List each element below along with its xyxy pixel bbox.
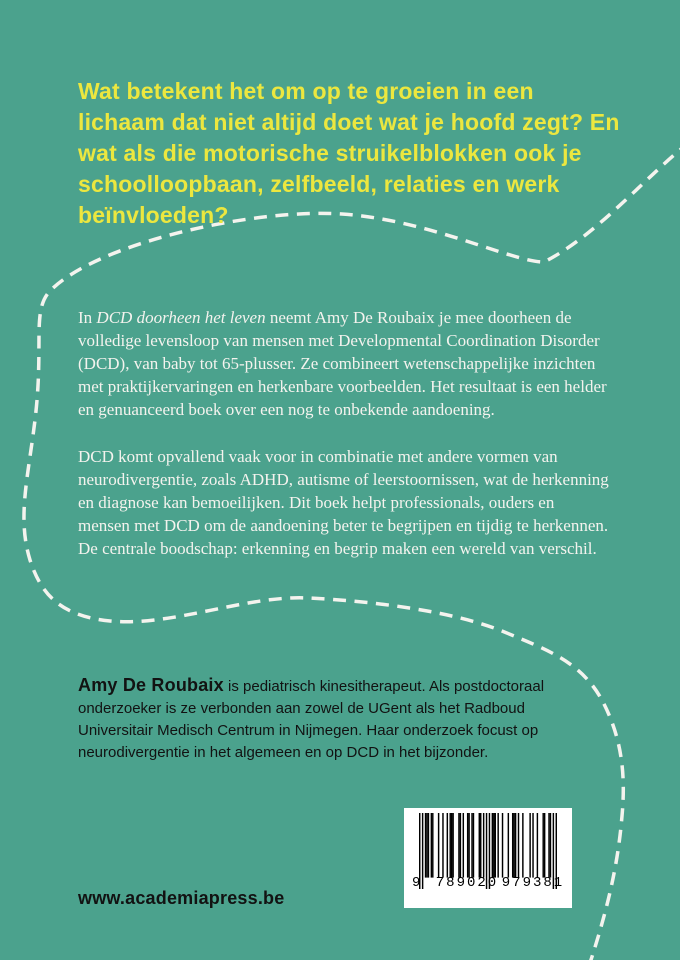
blurb-paragraph-2: DCD komt opvallend vaak voor in combinatie met andere vormen van neurodivergentie, zoals ADHD, autisme of leerstoornissen, wat de herkenning en diagnose kan bemoeilijken. Dit boek helpt professionals, ouders en mensen met DCD om de aandoening beter te begrijpen en tijdig te herkennen. De centrale boodschap: erkenning en begrip maken een wereld van verschil. bbox=[78, 447, 609, 558]
blurb-paragraph-1-rest: neemt Amy De Roubaix je mee doorheen de volledige levensloop van mensen met Developmental Coordination Disorder (DCD), van baby tot 65-plusser. Ze combineert wetenschappelijke inzichten met praktijkervaringen en herkenbare voorbeelden. Het resultaat is een helder en genuanceerd boek over een nog te onbekende aandoening. bbox=[78, 308, 607, 419]
headline: Wat betekent het om op te groeien in een lichaam dat niet altijd doet wat je hoofd zegt? En wat als die motorische struikelblokken ook je schoolloopbaan, zelfbeeld, relaties en werk beïnvloeden? bbox=[78, 78, 620, 228]
barcode-digit-first: 9 bbox=[412, 875, 421, 891]
barcode-digits-right: 979381 bbox=[501, 875, 565, 891]
author-bio bbox=[78, 674, 600, 764]
blurb-paragraph-1 bbox=[78, 306, 610, 421]
barcode-digits bbox=[410, 875, 566, 891]
author-bio-text: is pediatrisch kinesitherapeut. Als postdoctoraal onderzoeker is ze verbonden aan zowel de UGent als het Radboud Universitair Medisch Centrum in Nijmegen. Haar onderzoek focust op neurodivergentie in het algemeen en op DCD in het bijzonder. bbox=[78, 678, 545, 761]
blurb bbox=[78, 306, 610, 584]
book-title-italic: DCD doorheen het leven bbox=[96, 308, 266, 327]
barcode-digits-left: 789020 bbox=[435, 875, 499, 891]
publisher-website: www.academiapress.be bbox=[78, 888, 285, 908]
blurb-paragraph-1-prefix: In bbox=[78, 308, 97, 327]
barcode bbox=[404, 808, 572, 908]
author-name: Amy De Roubaix bbox=[78, 675, 224, 695]
